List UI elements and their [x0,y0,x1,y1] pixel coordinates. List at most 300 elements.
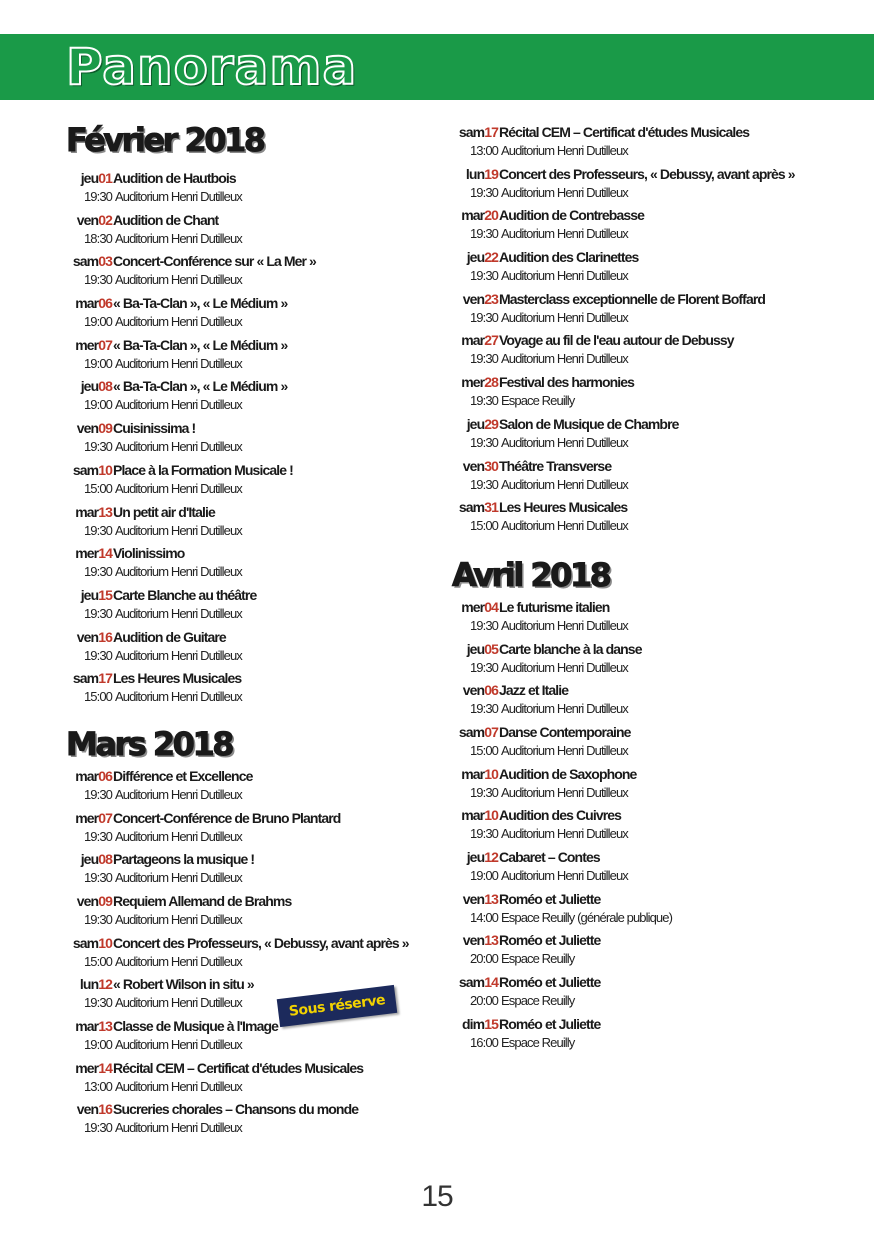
event-header [452,722,631,742]
event-details [452,866,628,886]
event-time: 19:00 [83,355,112,371]
event-item [66,668,466,710]
event-header [66,168,236,188]
event-day-number: 08 [98,851,112,868]
event-date [66,1016,112,1036]
event-time: 13:00 [83,1078,112,1094]
event-day-name: mar [461,332,485,349]
event-place: Espace Reuilly [501,1034,575,1050]
event-date [452,805,498,825]
page-number: 15 [421,1180,453,1213]
event-day-name: mar [75,767,99,784]
event-time: 19:30 [83,605,112,621]
event-details [452,224,628,244]
event-day-number: 31 [484,499,498,516]
event-place: Auditorium Henri Dutilleux [115,786,242,802]
event-list-mars-part1 [66,766,466,1141]
event-header [66,251,316,271]
event-header [452,764,636,784]
event-place: Auditorium Henri Dutilleux [115,1078,242,1094]
event-item [452,164,852,206]
event-day-name: sam [72,253,99,270]
month-heading-fevrier: Février 2018 [66,121,264,159]
event-place: Auditorium Henri Dutilleux [115,605,242,621]
event-details [452,308,628,328]
event-item [452,247,852,289]
event-time: 19:30 [83,870,112,886]
event-day-name: ven [462,890,485,907]
event-header [66,460,293,480]
event-title: Audition de Saxophone [499,765,637,782]
event-date [452,889,498,909]
event-title: Festival des harmonies [499,374,635,391]
event-date [452,372,498,392]
event-day-number: 20 [484,207,498,224]
event-day-name: jeu [80,851,99,868]
event-place: Auditorium Henri Dutilleux [115,397,242,413]
event-title: Concert des Professeurs, « Debussy, avant après » [113,934,409,951]
event-item [452,972,852,1014]
event-item [66,1099,466,1141]
event-item [66,585,466,627]
event-details [66,1035,242,1055]
event-item [66,502,466,544]
event-day-name: mar [461,765,485,782]
event-details [66,312,242,332]
event-day-number: 28 [484,374,498,391]
event-time: 19:30 [83,189,112,204]
event-date [452,247,498,267]
event-details [452,433,628,453]
event-day-name: mar [75,295,99,312]
event-details [66,395,242,415]
event-day-number: 10 [98,461,112,478]
event-date [452,289,498,309]
event-day-name: sam [72,934,99,951]
event-item [452,205,852,247]
event-day-name: sam [458,499,485,516]
event-day-name: sam [458,974,485,991]
event-time: 19:30 [469,659,498,675]
event-title: Place à la Formation Musicale ! [113,461,293,478]
event-day-number: 06 [484,682,498,699]
event-time: 19:30 [469,184,498,200]
event-title: Requiem Allemand de Brahms [113,893,292,909]
event-details [452,908,672,928]
event-date [66,460,112,480]
column-right [452,122,852,1055]
event-title: Partageons la musique ! [113,851,255,868]
event-details [66,187,242,207]
event-header [452,247,638,267]
event-day-name: mer [75,809,99,826]
event-details [452,658,628,678]
event-details [452,991,574,1011]
event-item [452,122,852,164]
event-time: 19:30 [469,826,498,842]
event-day-number: 13 [484,932,498,949]
event-title: Audition des Clarinettes [499,249,639,266]
event-date [452,456,498,476]
event-place: Auditorium Henri Dutilleux [501,826,628,842]
event-date [452,847,498,867]
event-item [452,764,852,806]
event-date [452,1014,498,1034]
event-time: 19:30 [83,522,112,538]
event-place: Auditorium Henri Dutilleux [115,522,242,538]
event-day-name: jeu [466,640,485,657]
event-time: 19:30 [469,434,498,450]
event-place: Auditorium Henri Dutilleux [501,701,628,717]
event-day-name: sam [458,124,485,140]
event-time: 19:30 [469,617,498,633]
event-day-name: jeu [80,378,99,395]
event-header [452,372,634,392]
event-item [66,1058,466,1100]
event-title: Roméo et Juliette [499,932,601,949]
event-details [66,354,242,374]
event-details [452,141,628,161]
event-details [452,516,628,536]
event-place: Auditorium Henri Dutilleux [501,351,628,367]
event-item [66,974,466,1016]
event-day-number: 07 [98,809,112,826]
event-details [452,783,628,803]
event-header [66,1099,358,1119]
event-title: Théâtre Transverse [499,457,612,474]
event-day-number: 16 [98,1101,112,1118]
page-title: Panorama [66,38,358,96]
event-item [66,1016,466,1058]
event-title: Sucreries chorales – Chansons du monde [113,1101,359,1118]
event-day-name: ven [76,420,99,437]
event-title: Les Heures Musicales [113,670,242,687]
event-time: 19:00 [83,314,112,330]
event-header [66,543,184,563]
event-details [66,270,242,290]
event-date [452,597,498,617]
event-item [452,889,852,931]
event-title: Carte blanche à la danse [499,640,642,657]
event-title: Violinissimo [113,545,185,562]
event-details [452,475,628,495]
event-item [66,251,466,293]
event-header [452,930,600,950]
event-day-name: ven [76,628,99,645]
event-title: Le futurisme italien [499,598,610,615]
event-list-fevrier [66,168,466,710]
event-date [452,205,498,225]
event-header [452,1014,600,1034]
month-heading-avril: Avril 2018 [452,555,610,594]
event-title: Danse Contemporaine [499,723,631,740]
event-title: Classe de Musique à l'Image [113,1018,278,1035]
event-day-name: ven [76,893,99,909]
event-details [452,1033,574,1053]
event-day-number: 10 [484,765,498,782]
event-header [66,376,287,396]
event-details [66,646,242,666]
event-day-name: mar [461,807,485,824]
header-banner [0,34,874,100]
event-day-name: jeu [466,249,485,266]
event-list-mars-part2 [452,122,852,539]
event-day-number: 16 [98,628,112,645]
event-place: Auditorium Henri Dutilleux [501,184,628,200]
event-header [66,418,195,438]
event-place: Auditorium Henri Dutilleux [115,912,242,927]
event-day-number: 02 [98,211,112,228]
event-item [66,933,466,975]
event-day-number: 29 [484,415,498,432]
event-place: Auditorium Henri Dutilleux [115,480,242,496]
event-day-name: mar [75,1018,99,1035]
event-item [452,639,852,681]
event-details [452,824,628,844]
event-day-name: mar [75,503,99,520]
event-place: Auditorium Henri Dutilleux [501,742,628,758]
event-details [66,910,242,930]
event-day-name: sam [458,723,485,740]
event-date [66,933,112,953]
event-item [66,168,466,210]
event-header [452,847,600,867]
event-place: Auditorium Henri Dutilleux [501,784,628,800]
event-item [452,805,852,847]
event-date [66,502,112,522]
event-details [452,741,628,761]
event-day-number: 03 [98,253,112,270]
event-item [452,930,852,972]
event-day-number: 17 [98,670,112,687]
event-place: Espace Reuilly [501,393,575,409]
event-time: 19:30 [469,268,498,284]
event-header [452,289,765,309]
event-time: 19:30 [83,439,112,455]
event-day-number: 07 [98,336,112,353]
event-date [452,164,498,184]
event-day-name: mer [75,1059,99,1076]
event-item [66,210,466,252]
event-details [66,229,242,249]
event-item [66,293,466,335]
event-details [452,699,628,719]
event-header [452,122,749,142]
event-title: Cuisinissima ! [113,420,196,437]
event-header [66,974,254,994]
event-time: 18:30 [83,230,112,246]
event-time: 19:30 [469,476,498,492]
event-time: 19:30 [469,351,498,367]
event-date [66,418,112,438]
event-time: 19:30 [83,647,112,663]
event-time: 16:00 [469,1034,498,1050]
event-time: 19:30 [469,393,498,409]
event-day-name: jeu [466,415,485,432]
event-header [452,972,600,992]
event-title: « Ba-Ta-Clan », « Le Médium » [113,378,288,395]
column-left [66,120,466,1141]
event-day-name: lun [465,165,485,182]
event-day-number: 13 [98,503,112,520]
event-day-name: mer [75,545,99,562]
event-day-number: 27 [484,332,498,349]
event-time: 15:00 [469,518,498,534]
event-date [66,1058,112,1078]
event-day-number: 09 [98,893,112,909]
event-date [452,122,498,142]
event-time: 19:30 [83,995,112,1011]
event-item [66,766,466,808]
event-place: Auditorium Henri Dutilleux [501,226,628,242]
event-item [66,627,466,669]
event-header [66,1016,278,1036]
month-heading-mars: Mars 2018 [66,724,232,763]
event-header [66,766,252,786]
event-day-number: 06 [98,767,112,784]
event-place: Auditorium Henri Dutilleux [501,434,628,450]
event-day-number: 12 [484,849,498,865]
event-day-name: mer [75,336,99,353]
event-day-number: 05 [484,640,498,657]
event-date [66,891,112,911]
event-time: 19:00 [83,397,112,413]
event-header [452,597,609,617]
event-details [66,952,242,972]
event-time: 20:00 [469,993,498,1009]
event-time: 19:30 [83,272,112,288]
event-details [452,391,574,411]
event-day-number: 15 [98,586,112,603]
event-item [66,460,466,502]
event-place: Auditorium Henri Dutilleux [501,659,628,675]
event-date [66,668,112,688]
event-details [66,521,242,541]
event-details [66,827,242,847]
event-date [452,414,498,434]
event-place: Auditorium Henri Dutilleux [501,309,628,325]
event-header [66,808,340,828]
event-title: Masterclass exceptionnelle de Florent Boffard [499,290,766,307]
event-item [452,372,852,414]
event-title: Audition des Cuivres [499,807,622,824]
event-time: 19:30 [83,1120,112,1136]
event-header [66,933,409,953]
event-header [452,205,644,225]
event-time: 19:00 [469,868,498,883]
event-title: « Robert Wilson in situ » [113,976,254,993]
event-details [66,479,242,499]
event-time: 13:00 [469,143,498,158]
event-details [452,349,628,369]
event-item [66,335,466,377]
event-day-number: 13 [98,1018,112,1035]
event-header [66,849,254,869]
event-place: Auditorium Henri Dutilleux [115,230,242,246]
event-date [452,639,498,659]
event-day-number: 14 [98,1059,112,1076]
event-details [66,1118,242,1138]
event-header [452,680,568,700]
event-details [66,604,242,624]
event-day-number: 10 [484,807,498,824]
event-details [66,437,242,457]
event-title: Audition de Contrebasse [499,207,644,224]
event-header [66,335,287,355]
event-item [452,680,852,722]
event-title: Concert des Professeurs, « Debussy, avant après » [499,165,795,182]
event-title: Récital CEM – Certificat d'études Musicales [499,124,750,140]
event-header [452,330,734,350]
event-place: Espace Reuilly [501,993,575,1009]
event-day-name: ven [76,211,99,228]
event-header [452,639,642,659]
event-item [452,456,852,498]
event-header [66,502,215,522]
event-item [66,849,466,891]
event-date [66,335,112,355]
event-place: Espace Reuilly (générale publique) [501,909,673,925]
event-item [452,1014,852,1056]
event-details [66,868,242,888]
event-title: « Ba-Ta-Clan », « Le Médium » [113,336,288,353]
event-date [452,972,498,992]
event-place: Auditorium Henri Dutilleux [115,689,242,705]
event-time: 15:00 [469,742,498,758]
event-header [66,585,256,605]
event-date [66,585,112,605]
event-item [66,543,466,585]
event-day-number: 06 [98,295,112,312]
event-day-number: 12 [98,976,112,993]
event-title: Carte Blanche au théâtre [113,586,257,603]
event-place: Auditorium Henri Dutilleux [115,355,242,371]
event-title: Audition de Hautbois [113,170,236,186]
event-item [66,376,466,418]
event-title: Audition de Chant [113,211,219,228]
event-time: 19:30 [83,912,112,927]
event-place: Auditorium Henri Dutilleux [501,476,628,492]
event-place: Auditorium Henri Dutilleux [115,828,242,844]
event-details [452,949,574,969]
event-place: Auditorium Henri Dutilleux [115,272,242,288]
event-place: Espace Reuilly [501,951,575,967]
event-date [452,497,498,517]
event-title: Voyage au fil de l'eau autour de Debussy [499,332,734,349]
event-item [452,289,852,331]
event-day-number: 04 [484,598,498,615]
event-place: Auditorium Henri Dutilleux [115,189,242,204]
event-header [66,891,291,911]
event-details [66,993,242,1013]
event-date [66,766,112,786]
event-time: 19:30 [469,784,498,800]
event-day-number: 01 [98,170,112,186]
event-details [452,616,628,636]
event-title: Concert-Conférence de Bruno Plantard [113,809,341,826]
event-place: Auditorium Henri Dutilleux [115,1037,242,1053]
event-item [66,808,466,850]
event-day-name: ven [76,1101,99,1118]
event-title: Salon de Musique de Chambre [499,415,679,432]
event-day-name: ven [462,457,485,474]
event-details [66,1077,242,1097]
event-day-name: mar [461,207,485,224]
event-day-number: 19 [484,165,498,182]
event-date [452,764,498,784]
event-date [452,722,498,742]
event-day-number: 13 [484,890,498,907]
